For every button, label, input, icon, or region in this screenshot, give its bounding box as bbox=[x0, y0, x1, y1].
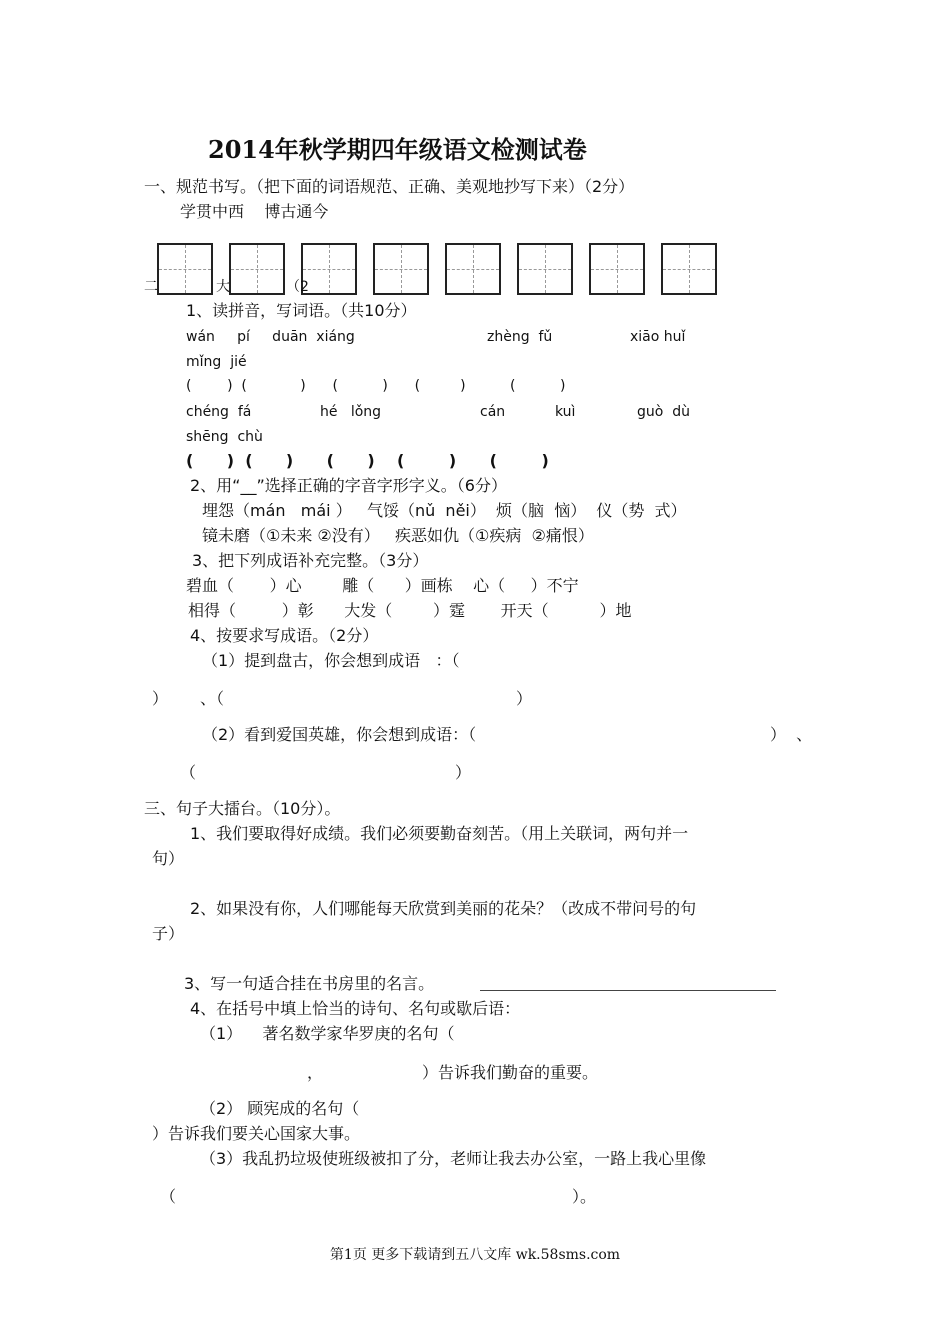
pinyin-row: xiāo huǐ bbox=[630, 329, 686, 345]
page-title: 2014年秋学期四年级语文检测试卷 bbox=[208, 135, 587, 164]
section3-heading: 三、句子大擂台。（10分）。 bbox=[144, 799, 341, 818]
writing-box[interactable] bbox=[301, 243, 357, 295]
writing-box[interactable] bbox=[445, 243, 501, 295]
s3-q4-2: （2） 顾宪成的名句（ bbox=[200, 1099, 360, 1118]
bracket: ） 、 bbox=[770, 725, 813, 744]
s3-q3: 3、写一句适合挂在书房里的名言。 bbox=[184, 974, 435, 993]
section1-heading: 一、规范书写。（把下面的词语规范、正确、美观地抄写下来）（2分） bbox=[144, 177, 635, 196]
answer-line[interactable] bbox=[480, 990, 776, 991]
q2-2-line: 镜未磨（①未来 ②没有） 疾恶如仇（①疾病 ②痛恨） bbox=[202, 526, 594, 545]
s3-q4-2-cont: ）告诉我们要关心国家大事。 bbox=[152, 1124, 361, 1143]
q2-2-prompt: 2、用“__”选择正确的字音字形字义。（6分） bbox=[190, 476, 507, 495]
page-footer: 第1页 更多下载请到五八文库 wk.58sms.com bbox=[329, 1247, 621, 1263]
bracket: ） bbox=[455, 763, 472, 782]
writing-box[interactable] bbox=[373, 243, 429, 295]
writing-box[interactable] bbox=[229, 243, 285, 295]
section2-heading-fragment: （2 bbox=[286, 279, 309, 295]
q2-4-prompt: 4、按要求写成语。（2分） bbox=[190, 626, 379, 645]
pinyin-row: kuì bbox=[555, 404, 576, 420]
s3-q2: 子） bbox=[152, 924, 185, 943]
q2-1-prompt: 1、读拼音，写词语。（共10分） bbox=[186, 301, 417, 320]
bracket: ） bbox=[516, 689, 533, 708]
q2-3-line: 碧血（ ）心 雕（ ）画栋 心（ ）不宁 bbox=[186, 576, 579, 595]
s3-q4-1: （1） 著名数学家华罗庚的名句（ bbox=[200, 1024, 455, 1043]
pinyin-row: zhèng fǔ bbox=[487, 329, 553, 345]
s3-q4-3: （3）我乱扔垃圾使班级被扣了分，老师让我去办公室，一路上我心里像 bbox=[200, 1149, 707, 1168]
q2-2-line: 埋怨（mán mái ） 气馁（nǔ něi） 烦（脑 恼） 仪（势 式） bbox=[202, 501, 687, 520]
writing-box[interactable] bbox=[157, 243, 213, 295]
answer-blanks[interactable]: ( ) ( ) ( ) ( ) ( ) bbox=[186, 378, 566, 394]
bracket: ） bbox=[152, 689, 169, 708]
q2-3-line: 相得（ ）彰 大发（ ）霆 开天（ ）地 bbox=[188, 601, 632, 620]
comma: ， bbox=[307, 1063, 324, 1082]
pinyin-row: cán bbox=[480, 404, 506, 420]
pinyin-row: shēng chù bbox=[186, 429, 263, 445]
s3-q1: 1、我们要取得好成绩。我们必须要勤奋刻苦。（用上关联词，两句并一 bbox=[190, 824, 689, 843]
bracket: 、（ bbox=[200, 689, 225, 708]
pinyin-row: hé lǒng bbox=[320, 404, 382, 420]
writing-box[interactable] bbox=[589, 243, 645, 295]
section2-heading-fragment: 大 bbox=[216, 279, 230, 295]
s3-q4-1-cont: ）告诉我们勤奋的重要。 bbox=[422, 1063, 599, 1082]
bracket: （ bbox=[180, 763, 197, 782]
writing-box[interactable] bbox=[517, 243, 573, 295]
s3-q1: 句） bbox=[152, 849, 185, 868]
s3-q4-prompt: 4、在括号中填上恰当的诗句、名句或歇后语： bbox=[190, 999, 521, 1018]
q2-3-prompt: 3、把下列成语补充完整。（3分） bbox=[192, 551, 429, 570]
q2-4-sub1: （1）提到盘古，你会想到成语 ：（ bbox=[202, 651, 460, 670]
q2-4-sub2: （2）看到爱国英雄，你会想到成语：（ bbox=[202, 725, 477, 744]
bracket: ）。 bbox=[572, 1187, 597, 1206]
pinyin-row: mǐng jié bbox=[186, 354, 247, 370]
pinyin-row: chéng fá bbox=[186, 404, 252, 420]
section2-heading-fragment: 二 bbox=[144, 279, 158, 295]
pinyin-row: wán pí duān xiáng bbox=[186, 329, 355, 345]
bracket: （ bbox=[160, 1187, 177, 1206]
section1-words: 学贯中西 博古通今 bbox=[180, 202, 329, 221]
writing-box[interactable] bbox=[661, 243, 717, 295]
s3-q2: 2、如果没有你，人们哪能每天欣赏到美丽的花朵？（改成不带问号的句 bbox=[190, 899, 697, 918]
answer-blanks[interactable]: ( ) ( ) ( ) ( ) ( ) bbox=[186, 451, 549, 470]
pinyin-row: guò dù bbox=[637, 404, 690, 420]
